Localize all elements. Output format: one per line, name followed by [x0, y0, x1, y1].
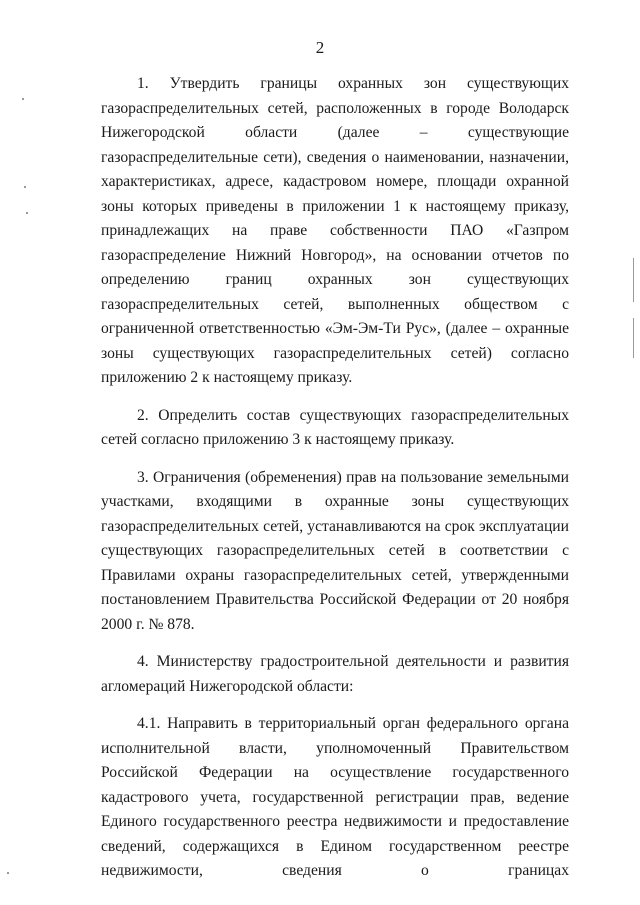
paragraph-3-restrictions: 3. Ограничения (обременения) прав на пользование земельными участками, входящими в охранные зоны существующих газораспределительных сетей, устанавливаются на срок эксплуатации существующих газораспределительных сетей в соответствии с Правилами охраны газораспределительных сетей, утвержденными постановлением Правительства Российской Федерации от 20 ноября 2000 г. № 878.	[101, 468, 569, 633]
scan-mark	[22, 98, 24, 100]
paragraph-4-1-send: 4.1. Направить в территориальный орган федерального органа исполнительной власти, уполномоченный Правительством Российской Федерации на осуществление государственного кадастрового учета, государственной регистрации прав, ведение Единого государственного реестра недвижимости и предоставление сведений, содержащихся в Едином государственном реестре недвижимости, сведения о границах	[101, 715, 569, 879]
paragraph-1-approve-boundaries: 1. Утвердить границы охранных зон существующих газораспределительных сетей, расположенных в городе Володарск Нижегородской области (далее – существующие газораспределительные сети), сведения о наименовании, назначении, характеристиках, адресе, кадастровом номере, площади охранной зоны которых приведены в приложении 1 к настоящему приказу, принадлежащих на праве собственности ПАО «Газпром газораспределение Нижний Новгород», на основании отчетов по определению границ охранных зон существующих газораспределительных сетей, выполненных обществом с ограниченной ответственностью «Эм-Эм-Ти Рус», (далее – охранные зоны существующих газораспределительных сетей) согласно приложению 2 к настоящему приказу.	[101, 75, 569, 386]
page-number: 2	[315, 38, 325, 57]
paragraph-4-ministry: 4. Министерству градостроительной деятельности и развития агломераций Нижегородской области:	[101, 653, 569, 695]
document-body	[101, 72, 569, 897]
scan-mark	[633, 318, 634, 358]
scan-mark	[633, 258, 634, 302]
paragraph-2-define-composition: 2. Определить состав существующих газораспределительных сетей согласно приложению 3 к настоящему приказу.	[101, 406, 569, 448]
scan-mark	[24, 186, 26, 188]
scan-mark	[7, 872, 9, 874]
scan-mark	[26, 212, 28, 214]
